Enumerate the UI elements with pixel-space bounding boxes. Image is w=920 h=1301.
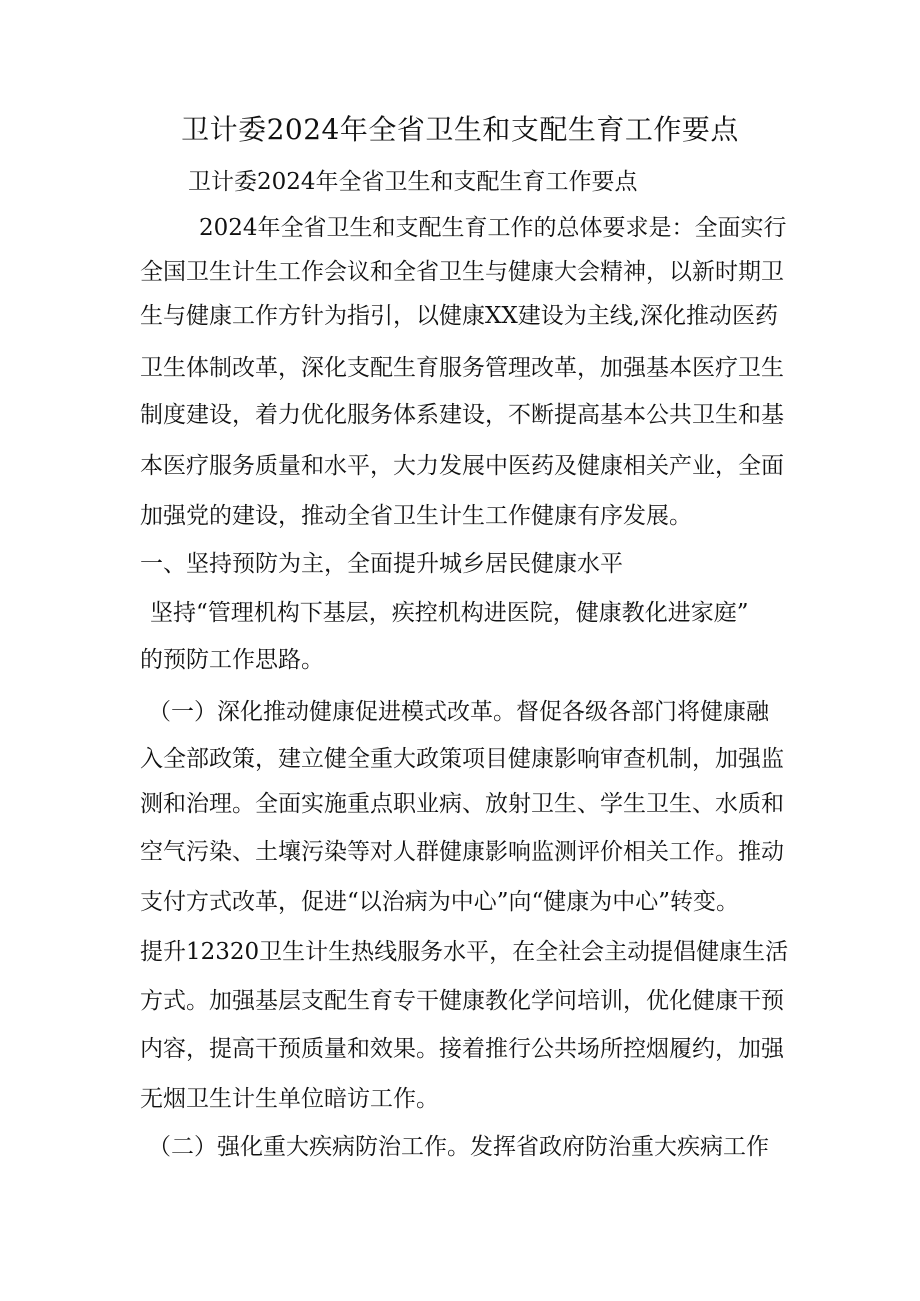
paragraph-line: 坚持“管理机构下基层，疾控机构进医院，健康教化进家庭” (150, 600, 749, 626)
paragraph-line: 2024年全省卫生和支配生育工作的总体要求是：全面实行 (199, 215, 787, 241)
paragraph-line: 加强党的建设，推动全省卫生计生工作健康有序发展。 (140, 503, 692, 529)
paragraph-line: 本医疗服务质量和水平，大力发展中医药及健康相关产业，全面 (140, 453, 784, 479)
document-title: 卫计委2024年全省卫生和支配生育工作要点 (181, 113, 739, 146)
paragraph-line: 提升12320卫生计生热线服务水平，在全社会主动提倡健康生活 (140, 939, 789, 965)
paragraph-line: 无烟卫生计生单位暗访工作。 (140, 1086, 439, 1112)
document-subtitle: 卫计委2024年全省卫生和支配生育工作要点 (188, 169, 638, 195)
paragraph-line: 支付方式改革，促进“以治病为中心”向“健康为中心”转变。 (140, 889, 740, 915)
paragraph-line: 入全部政策，建立健全重大政策项目健康影响审查机制，加强监 (140, 746, 784, 772)
paragraph-line: （一）深化推动健康促进模式改革。督促各级各部门将健康融 (148, 699, 769, 725)
paragraph-line: 的预防工作思路。 (140, 647, 324, 673)
paragraph-line: 测和治理。全面实施重点职业病、放射卫生、学生卫生、水质和 (140, 791, 784, 817)
section-heading: 一、坚持预防为主，全面提升城乡居民健康水平 (140, 551, 623, 577)
paragraph-line: 内容，提高干预质量和效果。接着推行公共场所控烟履约，加强 (140, 1036, 784, 1062)
paragraph-line: 生与健康工作方针为指引，以健康XX建设为主线,深化推动医药 (140, 303, 779, 329)
paragraph-line: 卫生体制改革，深化支配生育服务管理改革，加强基本医疗卫生 (140, 355, 784, 381)
paragraph-line: （二）强化重大疾病防治工作。发挥省政府防治重大疾病工作 (148, 1134, 769, 1160)
paragraph-line: 空气污染、土壤污染等对人群健康影响监测评价相关工作。推动 (140, 839, 784, 865)
paragraph-line: 全国卫生计生工作会议和全省卫生与健康大会精神，以新时期卫 (140, 259, 784, 285)
paragraph-line: 制度建设，着力优化服务体系建设，不断提高基本公共卫生和基 (140, 402, 784, 428)
paragraph-line: 方式。加强基层支配生育专干健康教化学问培训，优化健康干预 (140, 988, 784, 1014)
